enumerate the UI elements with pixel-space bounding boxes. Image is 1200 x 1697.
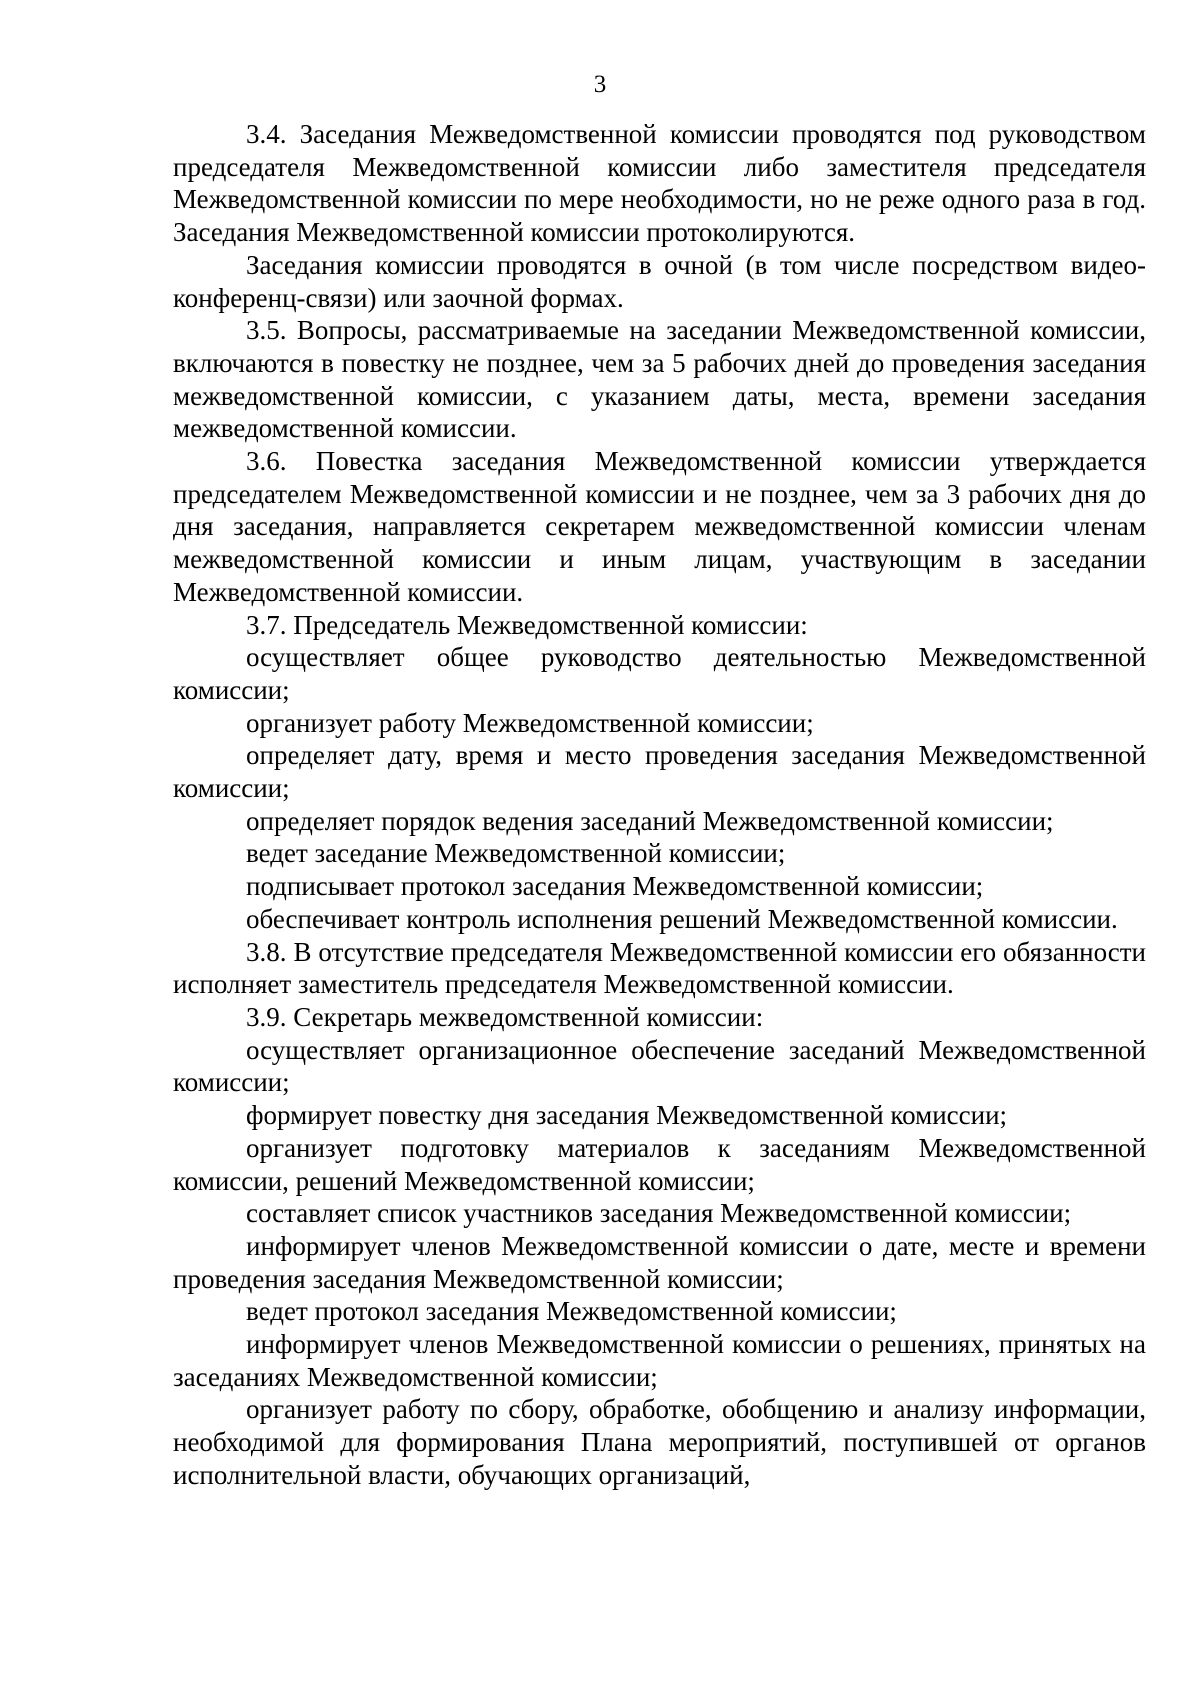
secretary-duty-item: осуществляет организационное обеспечение заседаний Межведомственной комиссии; (173, 1034, 1146, 1098)
chairman-duty-item: организует работу Межведомственной комиссии; (246, 707, 814, 738)
document-body (173, 118, 1146, 1492)
secretary-duty-item: организует подготовку материалов к заседаниям Межведомственной комиссии, решений Межведомственной комиссии; (173, 1132, 1146, 1196)
chairman-duty-item: подписывает протокол заседания Межведомственной комиссии; (246, 871, 984, 902)
chairman-duty-item: ведет заседание Межведомственной комиссии; (246, 838, 786, 869)
secretary-duty-item: формирует повестку дня заседания Межведомственной комиссии; (246, 1100, 1008, 1131)
chairman-duty-item: определяет порядок ведения заседаний Межведомственной комиссии; (246, 805, 1054, 836)
paragraph-3-5: 3.5. Вопросы, рассматриваемые на заседании Межведомственной комиссии, включаются в повестку не позднее, чем за 5 рабочих дней до проведения заседания межведомственной комиссии, с указанием даты, места, времени заседания межведомственной комиссии. (173, 315, 1146, 444)
paragraph-3-7: 3.7. Председатель Межведомственной комиссии: (246, 609, 808, 640)
paragraph-3-6: 3.6. Повестка заседания Межведомственной комиссии утверждается председателем Межведомственной комиссии и не позднее, чем за 3 рабочих дня до дня заседания, направляется секретарем межведомственной комиссии членам межведомственной комиссии и иным лицам, участвующим в заседании Межведомственной комиссии. (173, 446, 1146, 607)
secretary-duty-item: информирует членов Межведомственной комиссии о решениях, принятых на заседаниях Межведомственной комиссии; (173, 1329, 1146, 1392)
page-number: 3 (593, 71, 607, 98)
secretary-duty-item: ведет протокол заседания Межведомственной комиссии; (246, 1296, 897, 1327)
secretary-duty-item: информирует членов Межведомственной комиссии о дате, месте и времени проведения заседания Межведомственной комиссии; (173, 1230, 1146, 1294)
chairman-duty-item: определяет дату, время и место проведения заседания Межведомственной комиссии; (173, 740, 1146, 804)
secretary-duty-item: составляет список участников заседания Межведомственной комиссии; (246, 1198, 1072, 1229)
secretary-duty-item: организует работу по сбору, обработке, обобщению и анализу информации, необходимой для формирования Плана мероприятий, поступившей от органов исполнительной власти, обучающих организаций, (173, 1394, 1146, 1490)
paragraph-3-4: 3.4. Заседания Межведомственной комиссии проводятся под руководством председателя Межведомственной комиссии либо заместителя председателя Межведомственной комиссии по мере необходимости, но не реже одного раза в год. Заседания Межведомственной комиссии протоколируются. (173, 119, 1146, 248)
chairman-duty-item: обеспечивает контроль исполнения решений Межведомственной комиссии. (246, 903, 1118, 934)
chairman-duty-item: осуществляет общее руководство деятельностью Межведомственной комиссии; (173, 642, 1146, 705)
paragraph-meeting-forms: Заседания комиссии проводятся в очной (в том числе посредством видео-конференц-связи) или заочной формах. (173, 249, 1146, 313)
paragraph-3-8: 3.8. В отсутствие председателя Межведомственной комиссии его обязанности исполняет заместитель председателя Межведомственной комиссии. (173, 936, 1146, 1000)
paragraph-3-9: 3.9. Секретарь межведомственной комиссии: (246, 1001, 764, 1032)
